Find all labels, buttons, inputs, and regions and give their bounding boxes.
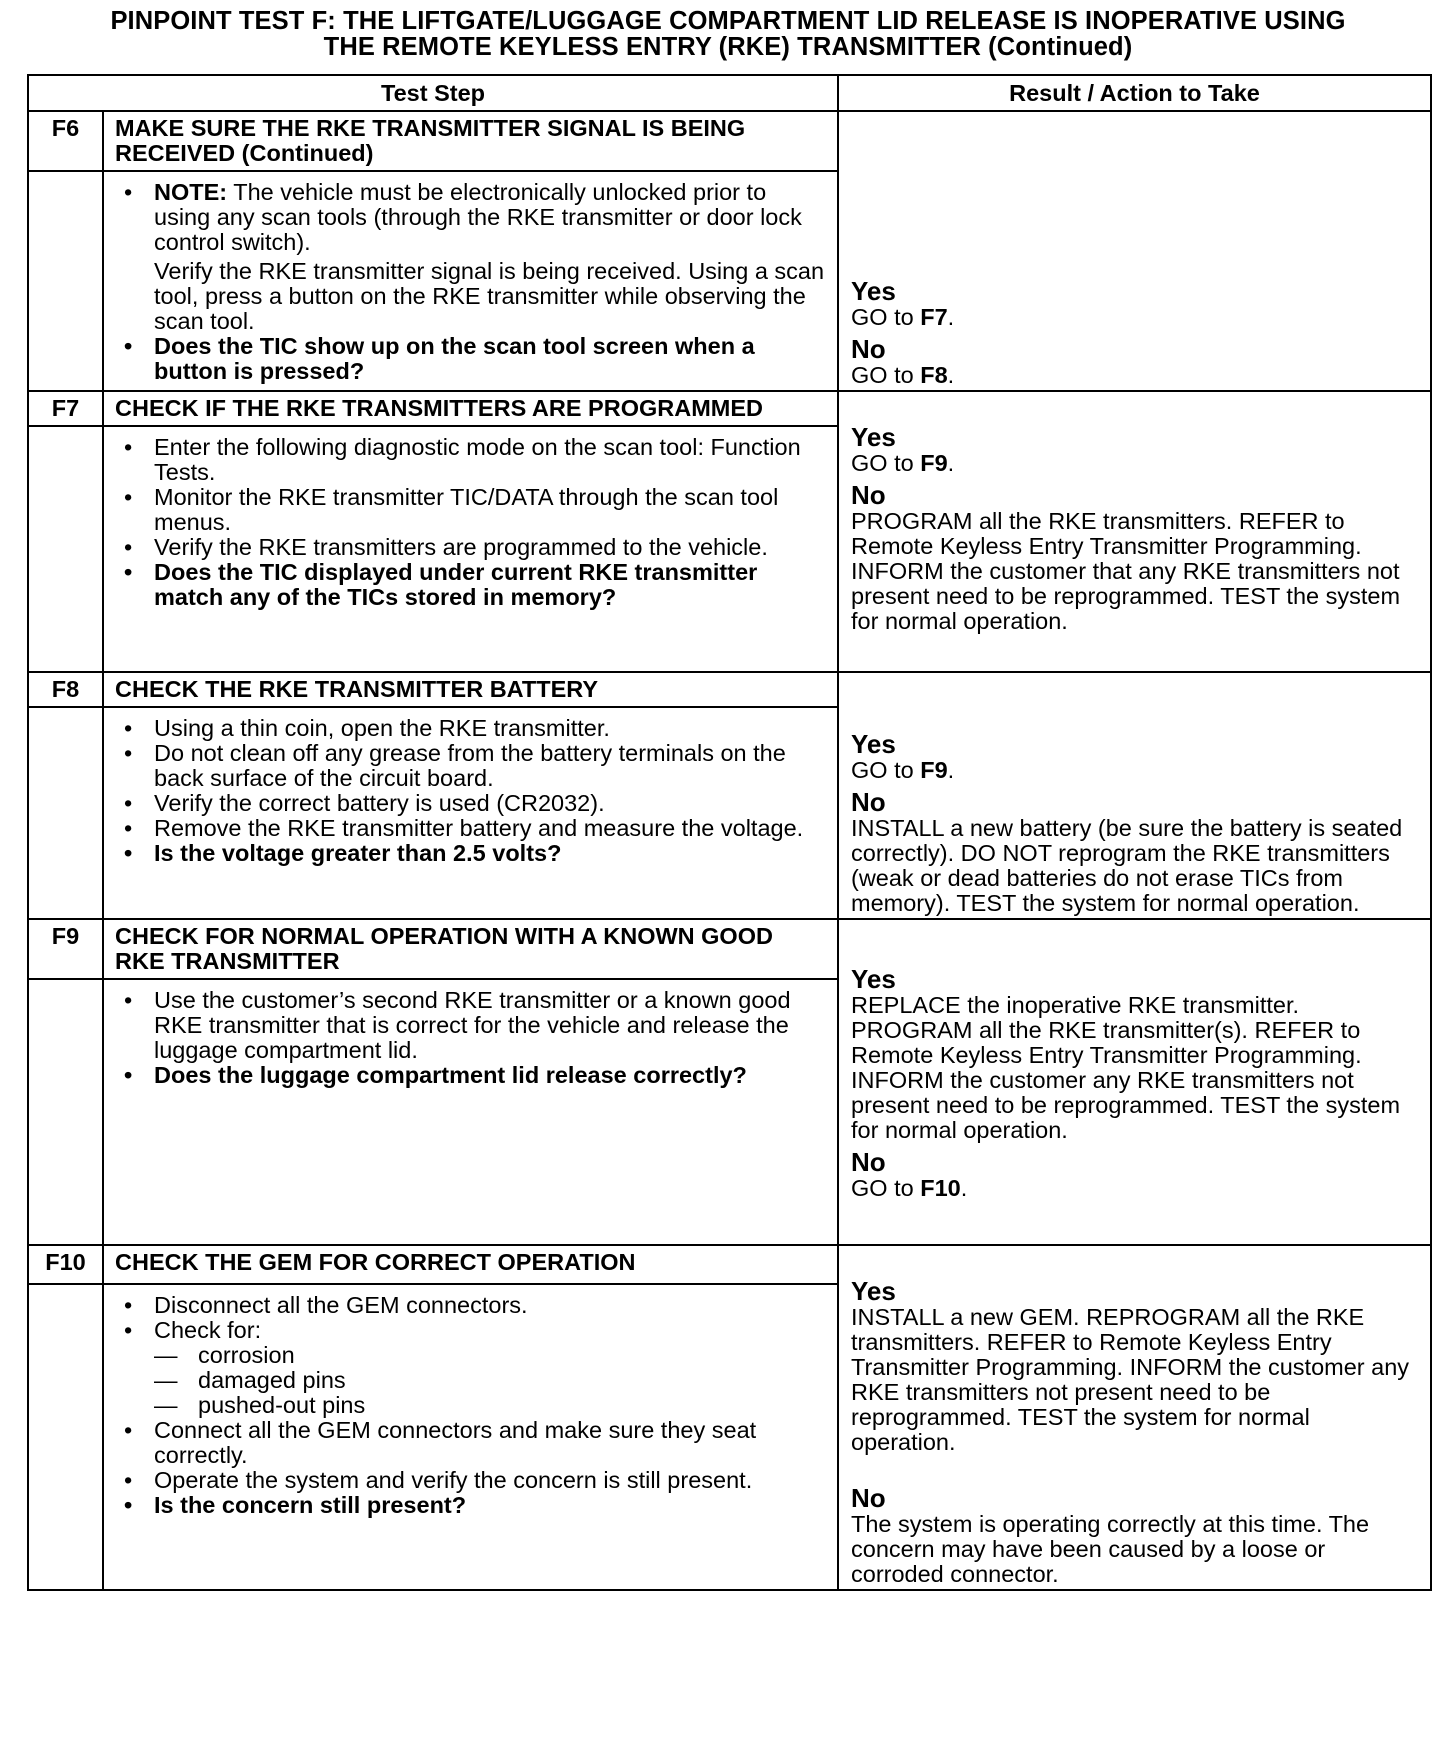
step-f8-result <box>838 672 1431 919</box>
step-f8-bullet-1: • Using a thin coin, open the RKE transmitter. <box>118 716 827 741</box>
step-f6-note: • NOTE: The vehicle must be electronically unlocked prior to using any scan tools (through the RKE transmitter or door lock control switch). <box>118 180 827 255</box>
title-line-2: THE REMOTE KEYLESS ENTRY (RKE) TRANSMITTER (Continued) <box>323 33 1133 61</box>
step-f9-no-action: GO to F10. <box>851 1174 968 1201</box>
step-f6-title: MAKE SURE THE RKE TRANSMITTER SIGNAL IS BEING RECEIVED (Continued) <box>103 111 838 171</box>
step-f9-no-label: No <box>851 1146 886 1177</box>
step-f7-no-action: PROGRAM all the RKE transmitters. REFER to Remote Keyless Entry Transmitter Programming. INFORM the customer that any RKE transmitters not present need to be reprogrammed. TEST the system for normal operation. <box>851 508 1401 634</box>
step-f9-question: • Does the luggage compartment lid release correctly? <box>118 1063 827 1088</box>
step-f8-id-spacer <box>28 707 103 919</box>
step-f10-title: CHECK THE GEM FOR CORRECT OPERATION <box>103 1245 838 1284</box>
step-f8-title-row <box>28 672 1431 707</box>
step-f7-id-spacer <box>28 426 103 672</box>
step-f9-yes-label: Yes <box>851 963 896 994</box>
step-f7-no-label: No <box>851 480 886 510</box>
step-f6-verify: Verify the RKE transmitter signal is being received. Using a scan tool, press a button on the RKE transmitter while observing the scan tool. <box>154 258 825 334</box>
step-f10-bullet-3: • Connect all the GEM connectors and make sure they seat correctly. <box>118 1418 827 1468</box>
step-f8-id: F8 <box>28 672 103 707</box>
step-f7-bullet-2: • Monitor the RKE transmitter TIC/DATA through the scan tool menus. <box>118 485 827 535</box>
step-f8-no-label: No <box>851 787 886 817</box>
step-f7-question: • Does the TIC displayed under current RKE transmitter match any of the TICs stored in memory? <box>118 560 827 610</box>
step-f7-bullet-3: • Verify the RKE transmitters are programmed to the vehicle. <box>118 535 827 560</box>
step-f9-title-row <box>28 919 1431 979</box>
table-header-row <box>28 75 1431 111</box>
step-f8-title: CHECK THE RKE TRANSMITTER BATTERY <box>103 672 838 707</box>
step-f6-id-spacer <box>28 171 103 391</box>
step-f7-id: F7 <box>28 391 103 426</box>
step-f10-dash-3: — pushed-out pins <box>118 1393 827 1418</box>
step-f6-yes-label: Yes <box>851 276 896 306</box>
pinpoint-test-table <box>27 74 1432 1591</box>
page-title <box>0 8 1456 60</box>
step-f10-result <box>838 1245 1431 1590</box>
step-f10-dash-2: — damaged pins <box>118 1368 827 1393</box>
step-f7-yes-label: Yes <box>851 422 896 452</box>
step-f10-bullet-1: • Disconnect all the GEM connectors. <box>118 1293 827 1318</box>
step-f9-yes-action: REPLACE the inoperative RKE transmitter. PROGRAM all the RKE transmitter(s). REFER to Remote Keyless Entry Transmitter Programming. INFORM the customer any RKE transmitters not present need to be reprogrammed. TEST the system for normal operation. <box>851 991 1401 1143</box>
step-f9-title: CHECK FOR NORMAL OPERATION WITH A KNOWN GOOD RKE TRANSMITTER <box>103 919 838 979</box>
step-f10-id: F10 <box>28 1245 103 1284</box>
step-f7-body <box>103 426 838 672</box>
step-f8-no-action: INSTALL a new battery (be sure the battery is seated correctly). DO NOT reprogram the RKE transmitters (weak or dead batteries do not erase TICs from memory). TEST the system for normal operation. <box>851 815 1403 916</box>
step-f9-id-spacer <box>28 979 103 1245</box>
step-f10-bullet-2: • Check for: <box>118 1318 827 1343</box>
header-result: Result / Action to Take <box>838 75 1431 111</box>
step-f6-title-row <box>28 111 1431 171</box>
step-f10-yes-action: INSTALL a new GEM. REPROGRAM all the RKE transmitters. REFER to Remote Keyless Entry Transmitter Programming. INFORM the customer any RKE transmitters not present need to be reprogrammed. TEST the system for normal operation. <box>851 1304 1410 1455</box>
step-f6-result <box>838 111 1431 391</box>
step-f10-id-spacer <box>28 1284 103 1590</box>
step-f9-bullet-1: • Use the customer’s second RKE transmitter or a known good RKE transmitter that is correct for the vehicle and release the luggage compartment lid. <box>118 988 827 1063</box>
step-f10-yes-label: Yes <box>851 1276 896 1306</box>
step-f10-body <box>103 1284 838 1590</box>
step-f6-body <box>103 171 838 391</box>
step-f8-yes-action: GO to F9. <box>851 757 955 783</box>
step-f8-yes-label: Yes <box>851 729 896 759</box>
step-f9-id: F9 <box>28 919 103 979</box>
title-line-1: PINPOINT TEST F: THE LIFTGATE/LUGGAGE COMPARTMENT LID RELEASE IS INOPERATIVE USING <box>110 7 1346 35</box>
step-f9-result <box>838 919 1431 1245</box>
step-f6-id: F6 <box>28 111 103 171</box>
step-f6-question: • Does the TIC show up on the scan tool screen when a button is pressed? <box>118 334 827 384</box>
step-f10-title-row <box>28 1245 1431 1284</box>
step-f7-yes-action: GO to F9. <box>851 450 955 476</box>
step-f10-no-action: The system is operating correctly at this time. The concern may have been caused by a loose or corroded connector. <box>851 1511 1370 1587</box>
step-f7-title-row <box>28 391 1431 426</box>
step-f10-bullet-4: • Operate the system and verify the concern is still present. <box>118 1468 827 1493</box>
step-f8-bullet-2: • Do not clean off any grease from the battery terminals on the back surface of the circuit board. <box>118 741 827 791</box>
step-f6-yes-action: GO to F7. <box>851 304 955 330</box>
step-f7-bullet-1: • Enter the following diagnostic mode on the scan tool: Function Tests. <box>118 435 827 485</box>
step-f8-question: • Is the voltage greater than 2.5 volts? <box>118 841 827 866</box>
step-f8-bullet-3: • Verify the correct battery is used (CR2032). <box>118 791 827 816</box>
step-f6-no-action: GO to F8. <box>851 362 955 388</box>
header-test-step: Test Step <box>28 75 838 111</box>
step-f6-no-label: No <box>851 334 886 364</box>
step-f10-dash-1: — corrosion <box>118 1343 827 1368</box>
step-f7-result <box>838 391 1431 672</box>
step-f7-title: CHECK IF THE RKE TRANSMITTERS ARE PROGRAMMED <box>103 391 838 426</box>
step-f8-bullet-4: • Remove the RKE transmitter battery and measure the voltage. <box>118 816 827 841</box>
step-f10-no-label: No <box>851 1483 886 1513</box>
step-f9-body <box>103 979 838 1245</box>
step-f8-body <box>103 707 838 919</box>
step-f10-question: • Is the concern still present? <box>118 1493 827 1518</box>
